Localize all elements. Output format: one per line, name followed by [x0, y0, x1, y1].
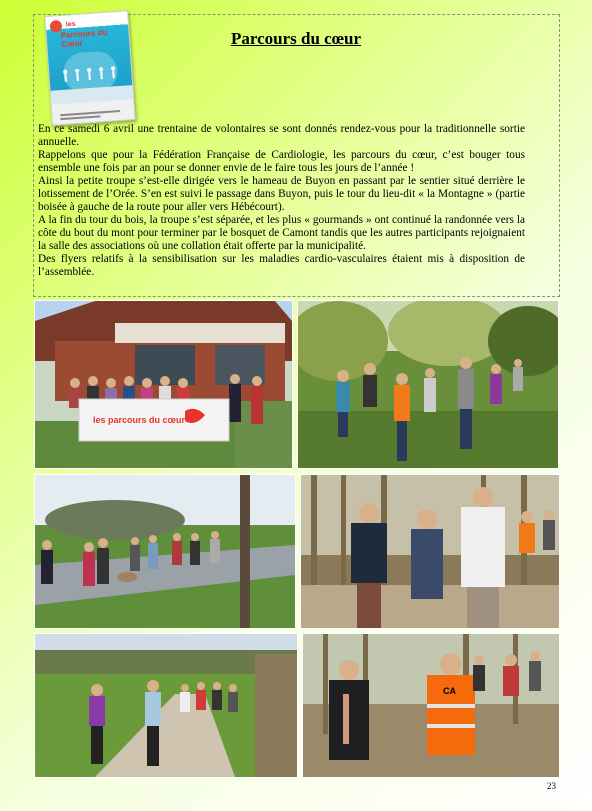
vest-text: CA [443, 686, 456, 696]
parcours-du-coeur-flyer-image [44, 10, 135, 126]
flyer-brand-line2: Parcours du Cœur [60, 27, 108, 49]
banner-text: les parcours du cœur [93, 415, 186, 425]
article-body [38, 123, 525, 279]
photo-group-banner [34, 300, 293, 469]
paragraph: A la fin du tour du bois, la troupe s’est séparée, et les plus « gourmands » ont continué la randonnée vers la côte du bout du mont pour terminer par le bosquet de Camont tandis que les autres participants rejoignaient la salle des associations où une collation était offerte par la municipalité. [38, 214, 525, 252]
flyer-brand-line1: les [65, 20, 76, 29]
page-title: Parcours du cœur [230, 29, 361, 48]
flyer-band [50, 85, 133, 105]
paragraph: Des flyers relatifs à la sensibilisation sur les maladies cardio-vasculaires étaient mis à disposition de l’assemblée. [38, 253, 525, 278]
paragraph: En ce samedi 6 avril une trentaine de volontaires se sont donnés rendez-vous pour la traditionnelle sortie annuelle. [38, 123, 525, 148]
photo-walkers-road [34, 474, 296, 629]
page-number: 23 [547, 781, 556, 791]
photo-forest-walkers [300, 474, 560, 629]
paragraph: Rappelons que pour la Fédération Française de Cardiologie, les parcours du cœur, c’est bouger tous ensemble une fois par an pour se donner envie de le faire tous les jours de l’année ! [38, 149, 525, 174]
flyer-text-line [60, 115, 100, 120]
photo-field-path [34, 633, 298, 778]
photo-forest-orange-vest [302, 633, 560, 778]
photo-walkers-garden [297, 300, 559, 469]
paragraph: Ainsi la petite troupe s’est-elle dirigée vers le hameau de Buyon en passant par le sentier situé derrière le lotissement de l’Orée. S’en est suivi le passage dans Buyon, puis le tour du lieu-dit « la Montagne » (partie boisée à gauche de la route pour aller vers Hébécourt). [38, 175, 525, 213]
